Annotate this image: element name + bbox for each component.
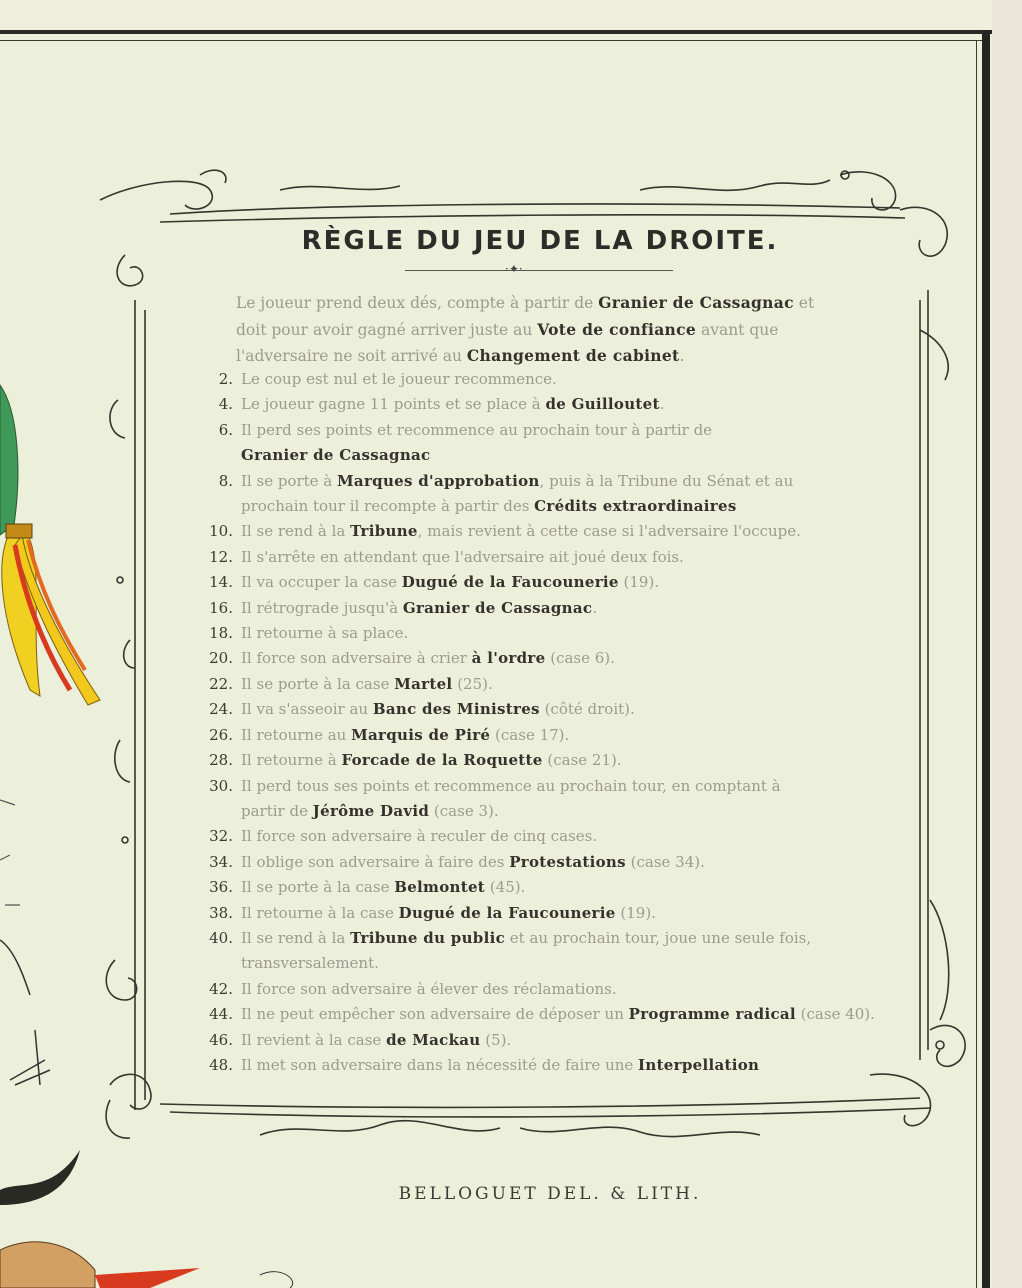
figure-fragment	[95, 1268, 200, 1288]
rule-text: Il force son adversaire à élever des réclamations.	[241, 979, 617, 998]
rule-item	[185, 748, 905, 773]
rule-number: 6.	[218, 420, 233, 439]
rule-number: 38.	[209, 903, 233, 922]
rule-number: 24.	[209, 700, 233, 719]
rule-item	[185, 875, 905, 900]
rule-item	[185, 1028, 905, 1053]
rule-text: Il se rend à la Tribune, mais revient à cette case si l'adversaire l'occupe.	[241, 522, 801, 541]
rule-text: Il va s'asseoir au Banc des Ministres (côté droit).	[241, 700, 635, 719]
rule-text: Il se porte à Marques d'approbation, puis à la Tribune du Sénat et au prochain tour il recompte à partir des Crédits extraordinaires	[241, 471, 794, 516]
rule-text: Il revient à la case de Mackau (5).	[241, 1030, 512, 1049]
figure-fragment	[0, 1242, 95, 1288]
rule-item	[185, 850, 905, 875]
rule-number: 28.	[209, 751, 233, 770]
rule-text: Il met son adversaire dans la nécessité de faire une Interpellation	[241, 1055, 760, 1074]
rule-item	[185, 672, 905, 697]
rule-text: Il force son adversaire à crier à l'ordre (case 6).	[241, 649, 615, 668]
sketch-mark	[0, 940, 30, 995]
rule-item	[185, 367, 905, 392]
rule-text: Il force son adversaire à reculer de cinq cases.	[241, 827, 598, 846]
rule-number: 20.	[209, 649, 233, 668]
rule-number: 34.	[209, 852, 233, 871]
rule-text: Il s'arrête en attendant que l'adversaire ait joué deux fois.	[241, 547, 684, 566]
rule-number: 12.	[209, 547, 233, 566]
rule-text: Il retourne à sa place.	[241, 624, 409, 643]
tassel-illustration	[2, 524, 100, 705]
rule-text: Il se porte à la case Belmontet (45).	[241, 878, 526, 897]
rule-text: Il retourne à la case Dugué de la Faucounerie (19).	[241, 903, 656, 922]
rule-item	[185, 723, 905, 748]
rule-number: 42.	[209, 979, 233, 998]
rule-item	[185, 977, 905, 1002]
rules-list	[185, 367, 905, 1078]
rules-intro	[236, 290, 896, 370]
rule-item	[185, 469, 905, 520]
rule-number: 32.	[209, 827, 233, 846]
intro-line: Le joueur prend deux dés, compte à partir de Granier de Cassagnac et	[236, 293, 815, 312]
rule-text: Il oblige son adversaire à faire des Protestations (case 34).	[241, 852, 705, 871]
lithographer-credit: BELLOGUET DEL. & LITH.	[398, 1184, 702, 1204]
rule-item	[185, 926, 905, 977]
rule-number: 4.	[218, 395, 233, 414]
rule-number: 18.	[209, 624, 233, 643]
intro-line: doit pour avoir gagné arriver juste au Vote de confiance avant que	[236, 319, 779, 339]
rule-number: 44.	[209, 1005, 233, 1024]
rule-number: 8.	[218, 471, 233, 490]
rules-title: RÈGLE DU JEU DE LA DROITE.	[301, 226, 779, 256]
figure-fragment	[260, 1272, 293, 1288]
green-plume-shape	[0, 385, 18, 535]
rule-number: 14.	[209, 573, 233, 592]
rule-text: Il retourne à Forcade de la Roquette (case 21).	[241, 751, 622, 770]
rule-number: 26.	[209, 725, 233, 744]
rule-item	[185, 901, 905, 926]
rule-text: Il se rend à la Tribune du public et au prochain tour, joue une seule fois, transversalement.	[241, 928, 812, 973]
intro-line: l'adversaire ne soit arrivé au Changement de cabinet.	[236, 346, 685, 365]
rule-text: Il perd tous ses points et recommence au prochain tour, en comptant à partir de Jérôme David (case 3).	[241, 776, 781, 820]
rule-number: 22.	[209, 674, 233, 693]
rule-number: 16.	[209, 598, 233, 617]
rule-text: Il va occuper la case Dugué de la Faucounerie (19).	[241, 573, 660, 592]
rule-text: Le coup est nul et le joueur recommence.	[241, 370, 557, 388]
rule-item	[185, 570, 905, 595]
rule-item	[185, 545, 905, 570]
sketch-mark	[10, 1030, 50, 1085]
rule-item	[185, 1002, 905, 1027]
rule-number: 46.	[209, 1030, 233, 1049]
rule-text: Le joueur gagne 11 points et se place à de Guilloutet.	[241, 395, 665, 414]
rule-text: Il ne peut empêcher son adversaire de déposer un Programme radical (case 40).	[241, 1005, 875, 1024]
rule-text: Il perd ses points et recommence au prochain tour à partir de Granier de Cassagnac	[241, 420, 713, 465]
rule-item	[185, 418, 905, 469]
sketch-mark	[0, 800, 20, 905]
rule-number: 40.	[209, 928, 233, 947]
rule-item	[185, 596, 905, 621]
rule-text: Il se porte à la case Martel (25).	[241, 674, 493, 693]
rule-text: Il rétrograde jusqu'à Granier de Cassagnac.	[241, 598, 598, 617]
rule-item	[185, 621, 905, 646]
rule-item	[185, 392, 905, 417]
rule-number: 48.	[209, 1055, 233, 1074]
rule-number: 30.	[209, 776, 233, 795]
rule-item	[185, 646, 905, 671]
rule-number: 2.	[218, 370, 233, 388]
rule-number: 36.	[209, 878, 233, 897]
rule-item	[185, 1053, 905, 1078]
title-ornament-icon: ·✦·	[505, 262, 523, 276]
sketch-mark	[0, 1150, 80, 1205]
rule-item	[185, 774, 905, 825]
rule-text: Il retourne au Marquis de Piré (case 17).	[241, 725, 570, 744]
rule-item	[185, 519, 905, 544]
title-divider	[405, 270, 673, 271]
rule-item	[185, 824, 905, 849]
rule-item	[185, 697, 905, 722]
rule-number: 10.	[209, 522, 233, 541]
